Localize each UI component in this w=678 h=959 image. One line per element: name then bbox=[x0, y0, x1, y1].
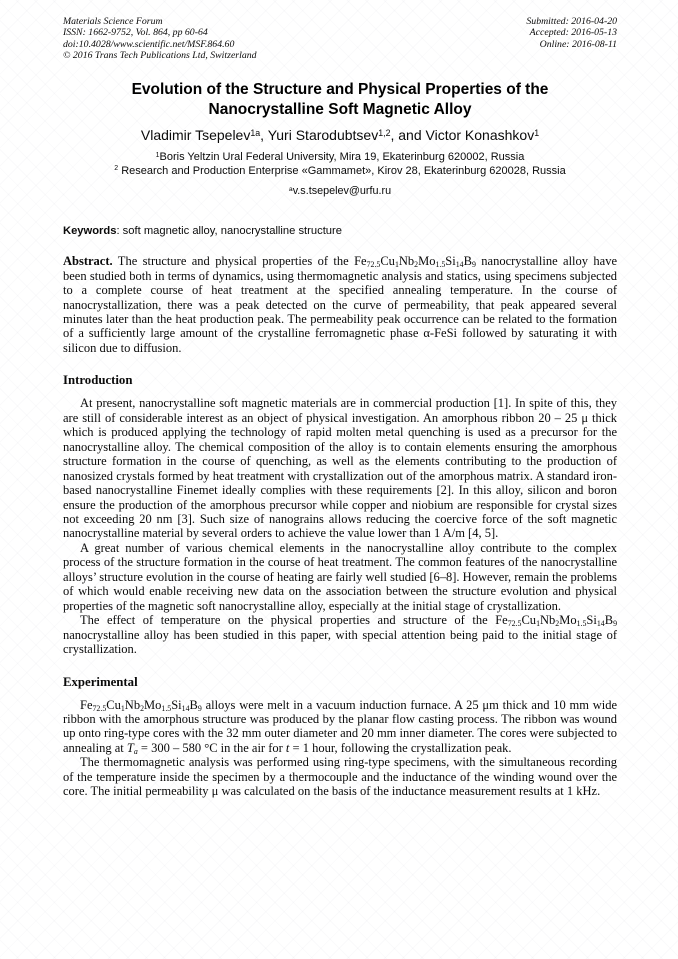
publication-header bbox=[63, 16, 617, 61]
keywords-label: Keywords bbox=[63, 225, 117, 238]
keywords-value: : soft magnetic alloy, nanocrystalline structure bbox=[116, 225, 342, 238]
affiliations bbox=[63, 151, 617, 178]
paper-title-line-1: Evolution of the Structure and Physical Properties of the bbox=[131, 81, 549, 99]
section-heading-introduction: Introduction bbox=[63, 373, 133, 388]
experimental-paragraph-2: The thermomagnetic analysis was performed using ring-type specimens, with the simultaneous recording of the temperature inside the specimen by a thermocouple and the inductance of the winding wound over the core. The initial permeability μ was calculated on the basis of the inductance measurement results at 1 kHz. bbox=[63, 755, 617, 799]
keywords-line bbox=[63, 224, 617, 238]
journal-issn-volume: ISSN: 1662-9752, Vol. 864, pp 60-64 bbox=[63, 27, 208, 39]
journal-doi: doi:10.4028/www.scientific.net/MSF.864.60 bbox=[63, 38, 235, 50]
section-heading-experimental: Experimental bbox=[63, 674, 138, 689]
authors-line: Vladimir Tsepelev$^{1a}$, Yuri Starodubtsev$^{1,2}$, and Victor Konashkov$^1$ bbox=[140, 127, 540, 144]
date-submitted: Submitted: 2016-04-20 bbox=[526, 16, 617, 27]
date-accepted: Accepted: 2016-05-13 bbox=[529, 27, 617, 39]
abstract-paragraph: Abstract. The structure and physical properties of the Fe72.5Cu1Nb2Mo1.5Si14B9 nanocrystalline alloy have been studied both in terms of dynamics, using thermomagnetic analysis and statics, using specimens subjected to a complete course of heat treatment at the specified annealing temperature. In the course of nanocrystallization, there was a peak detected on the curve of permeability, that peak appeared several minutes later than the heat production peak. The permeability peak occurrence can be related to the formation of a sufficiently large amount of the crystalline ferromagnetic phase α-FeSi followed by saturating it with silicon due to diffusion. bbox=[63, 254, 617, 355]
introduction-paragraph-1: At present, nanocrystalline soft magnetic materials are in commercial production [1]. In spite of this, they are still of considerable interest as an object of physical investigation. An amorphous ribbon 20 – 25 μ thick which is produced applying the technology of rapid molten metal quenching is used as a precursor for the nanocrystalline alloy. The chemical composition of the alloy is to contain elements ensuring the amorphous structure formation in the course of quenching, as well as the elements contributing to the production of nanosized crystals formed by heat treatment with crystallization out of the amorphous matrix. A standard iron-based nanocrystalline Finemet ideally complies with these requirements [2]. In this alloy, silicon and boron ensure the production of the amorphous precursor while copper and niobium are responsible for crystal sizes not exceeding 20 nm [3]. Such size of nanograins allows reducing the coercive force of the soft magnetic nanocrystalline material by several orders to achieve the value lower than 1 A/m [4, 5]. bbox=[63, 396, 617, 541]
submission-dates bbox=[526, 16, 617, 61]
affiliation-1: $^1$Boris Yeltzin Ural Federal University, Mira 19, Ekaterinburg 620002, Russia bbox=[155, 151, 525, 164]
introduction-paragraph-2: A great number of various chemical elements in the nanocrystalline alloy contribute to the complex process of the structure formation in the course of heat treatment. The common features of the nanocrystalline alloys’ structure evolution in the course of heating are fairly well studied [6–8]. However, remain the problems of which would enable receiving new data on the association between the structure evolution and physical properties of the magnetic soft nanocrystalline alloy, especially at the initial stage of crystallization. bbox=[63, 540, 617, 613]
paper-title bbox=[63, 80, 617, 119]
journal-copyright: © 2016 Trans Tech Publications Ltd, Switzerland bbox=[63, 49, 257, 61]
affiliation-2: $^2$ Research and Production Enterprise «Gammamet», Kirov 28, Ekaterinburg 620028, Russia bbox=[114, 164, 566, 177]
paper-title-line-2: Nanocrystalline Soft Magnetic Alloy bbox=[208, 100, 472, 118]
date-online: Online: 2016-08-11 bbox=[539, 38, 617, 50]
introduction-paragraph-3: The effect of temperature on the physical properties and structure of the Fe72.5Cu1Nb2Mo1.5Si14B9 nanocrystalline alloy has been studied in this paper, with special attention being paid to the initial stage of crystallization. bbox=[63, 613, 617, 657]
experimental-paragraph-1: Fe72.5Cu1Nb2Mo1.5Si14B9 alloys were melt in a vacuum induction furnace. A 25 μm thick and 10 mm wide ribbon with the amorphous structure was produced by the planar flow casting process. The ribbon was wound up onto ring-type cores with the 32 mm outer diameter and 20 mm inner diameter. The cores were subjected to annealing at Ta = 300 – 580 °C in the air for t = 1 hour, following the crystallization peak. bbox=[63, 697, 617, 756]
journal-name: Materials Science Forum bbox=[63, 16, 163, 27]
journal-info bbox=[63, 16, 257, 61]
contact-email: $^a$v.s.tsepelev@urfu.ru bbox=[288, 185, 392, 198]
